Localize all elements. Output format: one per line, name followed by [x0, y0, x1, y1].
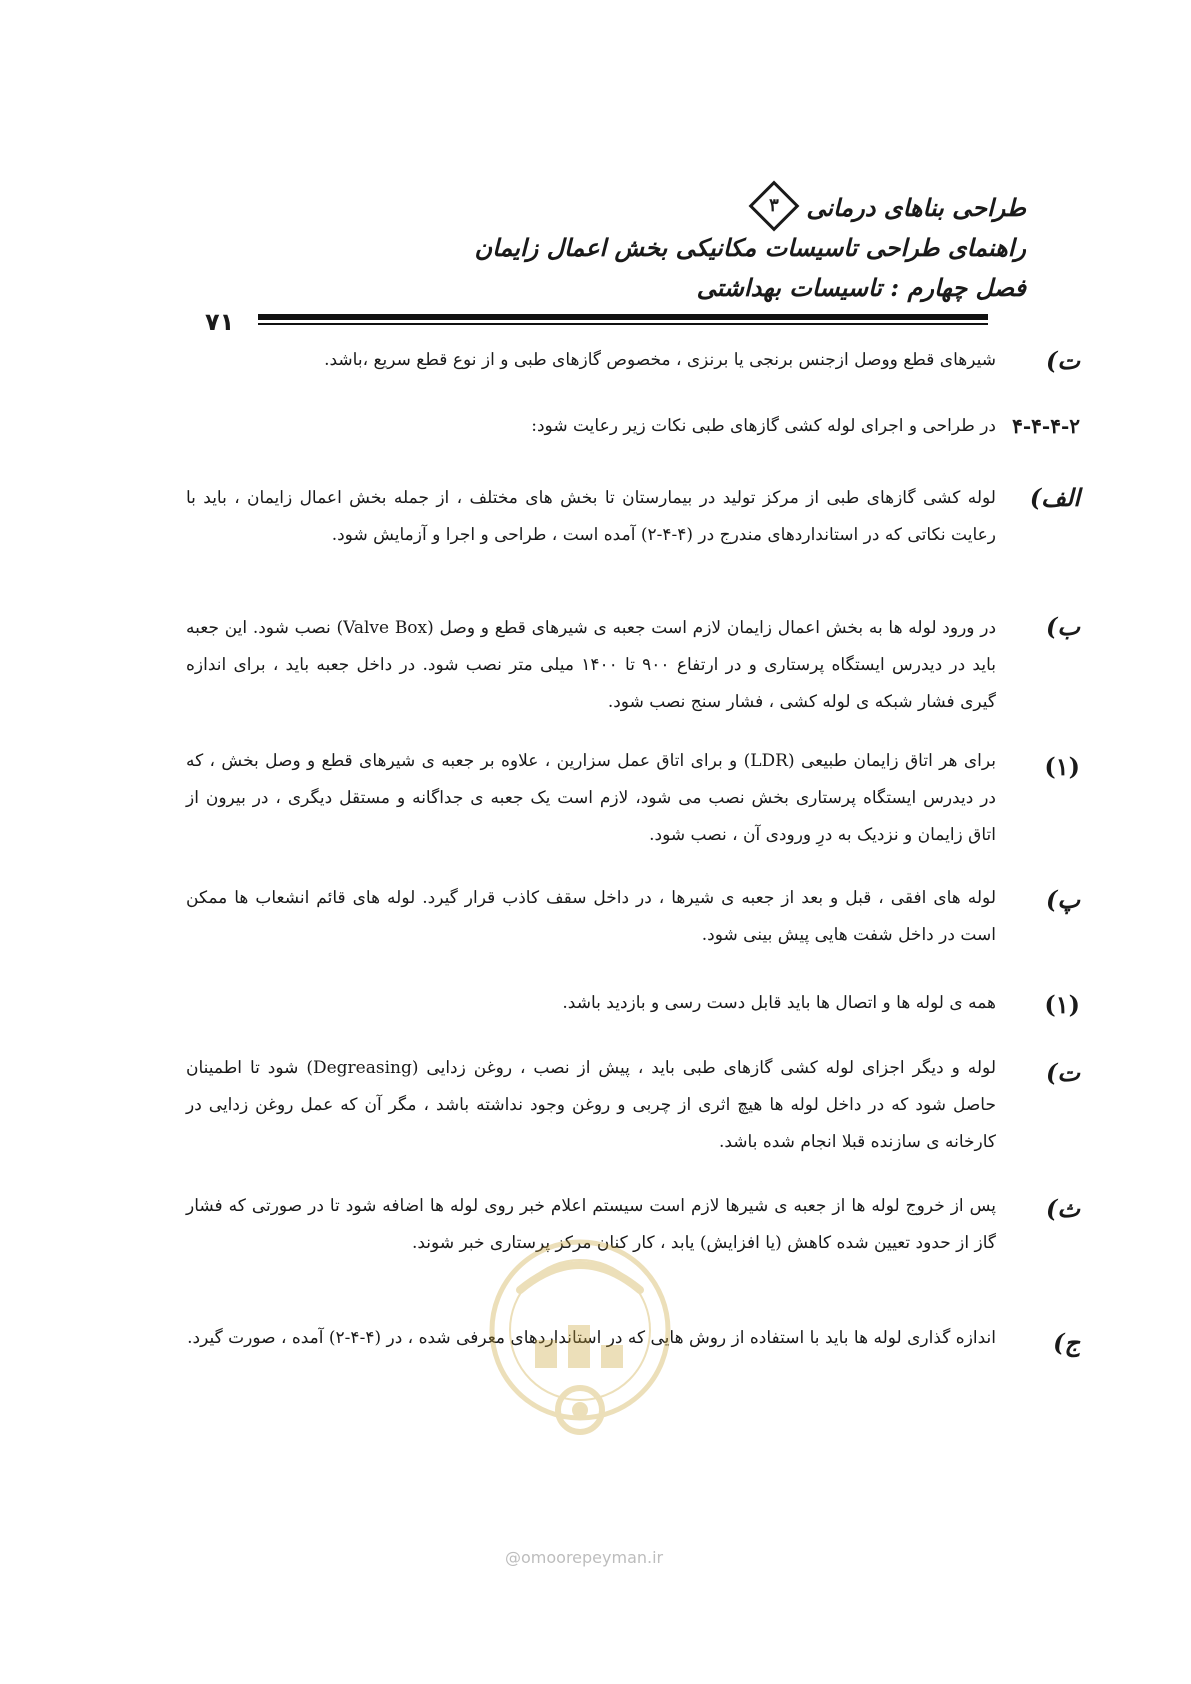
section-paragraph	[186, 480, 996, 554]
header-chapter-title: فصل چهارم : تاسیسات بهداشتی	[696, 273, 1026, 302]
page-header	[474, 188, 1026, 308]
header-guide-title: راهنمای طراحی تاسیسات مکانیکی بخش اعمال زایمان	[474, 233, 1026, 262]
header-rule-thick	[258, 314, 988, 320]
section-marker: ث)	[1046, 1194, 1080, 1223]
page-number: ۷۱	[205, 308, 235, 336]
section-text: لوله های افقی ، قبل و بعد از جعبه ی شیرها ، در داخل سقف کاذب قرار گیرد. لوله های قائم انشعاب ها ممکن است در داخل شفت هایی پیش بینی شود.	[186, 888, 996, 945]
section-number: ۴-۴-۴-۲	[1012, 414, 1080, 438]
section-text: اندازه گذاری لوله ها باید با استفاده از روش هایی که در استانداردهای معرفی شده ، در (۴-۴-۲) آمده ، صورت گیرد.	[187, 1328, 996, 1348]
header-rule-thin	[258, 323, 988, 325]
section-text: در طراحی و اجرای لوله کشی گازهای طبی نکات زیر رعایت شود:	[531, 416, 996, 436]
section-text: لوله کشی گازهای طبی از مرکز تولید در بیمارستان تا بخش های مختلف ، از جمله بخش اعمال زایمان ، باید با رعایت نکاتی که در استانداردهای مندرج در (۴-۴-۲) آمده است ، طراحی و اجرا و آزمایش شود.	[186, 488, 996, 545]
section-marker: ت)	[1046, 346, 1080, 375]
section-text: همه ی لوله ها و اتصال ها باید قابل دست رسی و بازدید باشد.	[562, 993, 996, 1013]
section-paragraph	[186, 342, 996, 379]
section-paragraph	[186, 1050, 996, 1161]
section-marker: ب)	[1046, 612, 1080, 641]
section-paragraph	[186, 408, 996, 445]
section-text: برای هر اتاق زایمان طبیعی (LDR) و برای اتاق عمل سزارین ، علاوه بر جعبه ی شیرهای قطع و وصل بخش ، که در دیدرس ایستگاه پرستاری بخش نصب می شود، لازم است یک جعبه ی جداگانه و مستقل دیگری ، در بیرون از اتاق زایمان و نزدیک به درِ ورودی آن ، نصب شود.	[186, 751, 997, 845]
section-text: شیرهای قطع ووصل ازجنس برنجی یا برنزی ، مخصوص گازهای طبی و از نوع قطع سریع ،باشد.	[324, 350, 996, 370]
section-paragraph	[186, 743, 996, 854]
watermark-logo	[480, 1220, 680, 1470]
section-paragraph	[186, 880, 996, 954]
section-paragraph	[186, 610, 996, 721]
watermark-url: @omoorepeyman.ir	[505, 1548, 664, 1567]
section-paragraph	[186, 985, 996, 1022]
section-marker: ت)	[1046, 1058, 1080, 1087]
section-marker: الف)	[1029, 483, 1080, 512]
section-marker: پ)	[1046, 885, 1080, 914]
section-text: در ورود لوله ها به بخش اعمال زایمان لازم است جعبه ی شیرهای قطع و وصل (Valve Box) نصب شود. این جعبه باید در دیدرس ایستگاه پرستاری و در ارتفاع ۹۰۰ تا ۱۴۰۰ میلی متر نصب شود. در داخل جعبه باید ، برای اندازه گیری فشار شبکه ی لوله کشی ، فشار سنج نصب شود.	[186, 618, 997, 712]
book-title-text: طراحی بناهای درمانی	[806, 193, 1026, 222]
series-number: ۳	[769, 194, 779, 216]
section-marker: ج)	[1053, 1328, 1080, 1357]
section-marker: (۱)	[1044, 990, 1080, 1019]
header-book-title	[474, 188, 1026, 228]
series-number-badge	[748, 180, 799, 231]
section-text: پس از خروج لوله ها از جعبه ی شیرها لازم است سیستم اعلام خبر روی لوله ها اضافه شود تا در صورتی که فشار گاز از حدود تعیین شده کاهش (یا افزایش) یابد ، کار کنان مرکز پرستاری خبر شوند.	[186, 1196, 996, 1253]
section-text: لوله و دیگر اجزای لوله کشی گازهای طبی باید ، پیش از نصب ، روغن زدایی (Degreasing) شود تا اطمینان حاصل شود که در داخل لوله ها هیچ اثری از چربی و روغن وجود نداشته باشد ، مگر آن که عمل روغن زدایی در کارخانه ی سازنده قبلا انجام شده باشد.	[186, 1058, 996, 1152]
section-marker: (۱)	[1044, 752, 1080, 781]
